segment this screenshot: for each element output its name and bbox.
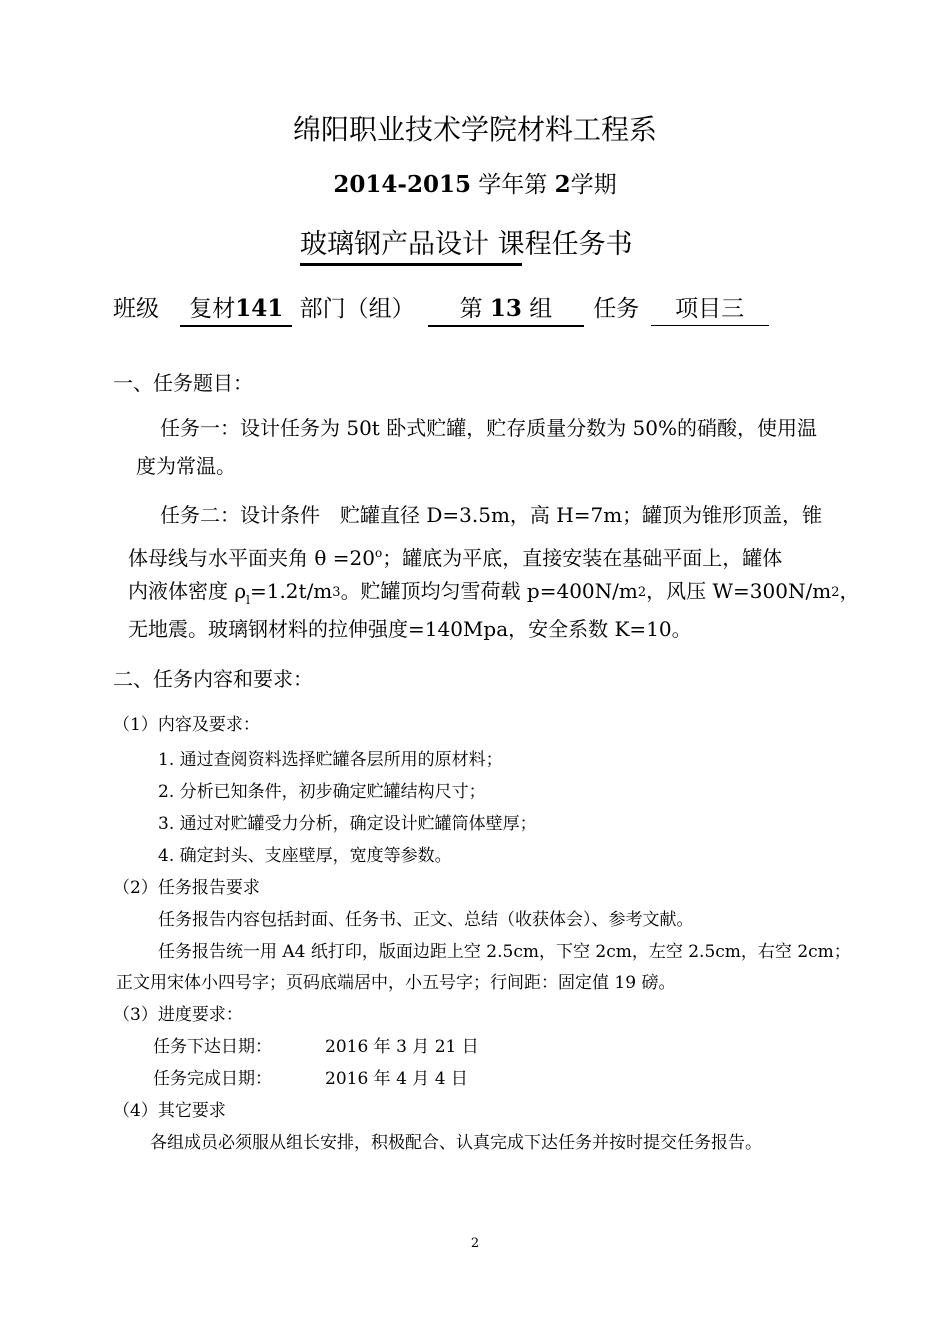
document-title	[300, 222, 633, 261]
task2-line1: 任务二：设计条件 贮罐直径 D=3.5m，高 H=7m；罐顶为锥形顶盖，锥	[160, 503, 823, 527]
task2-line2	[128, 534, 782, 577]
group-number: 13	[489, 295, 522, 322]
semester-number: 2	[554, 171, 571, 198]
requirement-item-3: 3. 通过对贮罐受力分析，确定设计贮罐筒体壁厚；	[158, 814, 537, 834]
class-value-text: 复材	[189, 296, 236, 322]
snow-load-exponent: 2	[637, 585, 647, 600]
sub1-label: （1）内容及要求：	[113, 715, 260, 735]
task2-angle-text: 体母线与水平面夹角 θ =20	[128, 546, 375, 570]
task-label: 任务	[593, 296, 640, 322]
report-line-2: 任务报告统一用 A4 纸打印，版面边距上空 2.5cm，下空 2cm，左空 2.5cm，右空 2cm；	[158, 942, 851, 962]
density-subscript: l	[246, 593, 250, 607]
group-prefix: 第	[459, 296, 483, 322]
requirement-item-2: 2. 分析已知条件，初步确定贮罐结构尺寸；	[158, 782, 486, 802]
degree-symbol: o	[374, 546, 383, 560]
density-value: =1.2t/m	[249, 579, 333, 603]
density-unit-exponent: 3	[332, 585, 341, 600]
line3-comma: ，	[839, 579, 860, 603]
requirement-item-4: 4. 确定封头、支座壁厚，宽度等参数。	[158, 846, 452, 866]
snow-load-text: 。贮罐顶均匀雪荷载 p=400N/m	[340, 579, 638, 603]
section2-heading: 二、任务内容和要求：	[113, 667, 313, 691]
semester-word: 学期	[570, 172, 617, 198]
group-value	[428, 290, 584, 327]
issue-date: 2016 年 3 月 21 日	[325, 1037, 479, 1057]
sub2-label: （2）任务报告要求	[113, 878, 260, 898]
due-date: 2016 年 4 月 4 日	[325, 1069, 468, 1089]
page-number: 2	[470, 1236, 480, 1251]
task2-line2-rest: ；罐底为平底，直接安装在基础平面上，罐体	[382, 546, 783, 570]
sub3-label: （3）进度要求：	[113, 1005, 243, 1025]
year-suffix: 学年第	[478, 172, 548, 198]
department-label: 部门（组）	[299, 296, 415, 322]
report-line-1: 任务报告内容包括封面、任务书、正文、总结（收获体会）、参考文献。	[158, 910, 694, 930]
issue-date-label: 任务下达日期：	[153, 1037, 272, 1057]
task-value: 项目三	[651, 290, 769, 326]
class-info-line	[113, 290, 769, 326]
sub4-label: （4）其它要求	[113, 1101, 226, 1121]
wind-pressure-exponent: 2	[831, 585, 840, 600]
task1-line2: 度为常温。	[136, 454, 236, 478]
wind-pressure-text: ，风压 W=300N/m	[646, 579, 832, 603]
class-value	[180, 290, 292, 327]
document-type: 课程任务书	[497, 229, 633, 260]
class-value-number: 141	[235, 295, 284, 322]
institution-title: 绵阳职业技术学院材料工程系	[292, 113, 657, 146]
task2-line4: 无地震。玻璃钢材料的拉伸强度=140Mpa，安全系数 K=10。	[128, 617, 692, 641]
title-underline	[300, 263, 522, 266]
group-suffix: 组	[529, 296, 553, 322]
section1-heading: 一、任务题目：	[113, 371, 253, 395]
report-line-3: 正文用宋体小四号字；页码底端居中，小五号字；行间距：固定值 19 磅。	[116, 973, 676, 993]
semester-line	[0, 166, 950, 199]
due-date-label: 任务完成日期：	[153, 1069, 272, 1089]
course-name: 玻璃钢产品设计	[300, 229, 489, 260]
class-label: 班级	[113, 296, 159, 322]
requirement-item-1: 1. 通过查阅资料选择贮罐各层所用的原材料；	[158, 750, 503, 770]
task1-line1: 任务一：设计任务为 50t 卧式贮罐，贮存质量分数为 50%的硝酸，使用温	[160, 416, 818, 440]
density-label: 内液体密度 ρ	[128, 579, 247, 603]
other-requirement: 各组成员必须服从组长安排，积极配合、认真完成下达任务并按时提交任务报告。	[150, 1133, 762, 1153]
year-range: 2014-2015	[333, 171, 471, 198]
